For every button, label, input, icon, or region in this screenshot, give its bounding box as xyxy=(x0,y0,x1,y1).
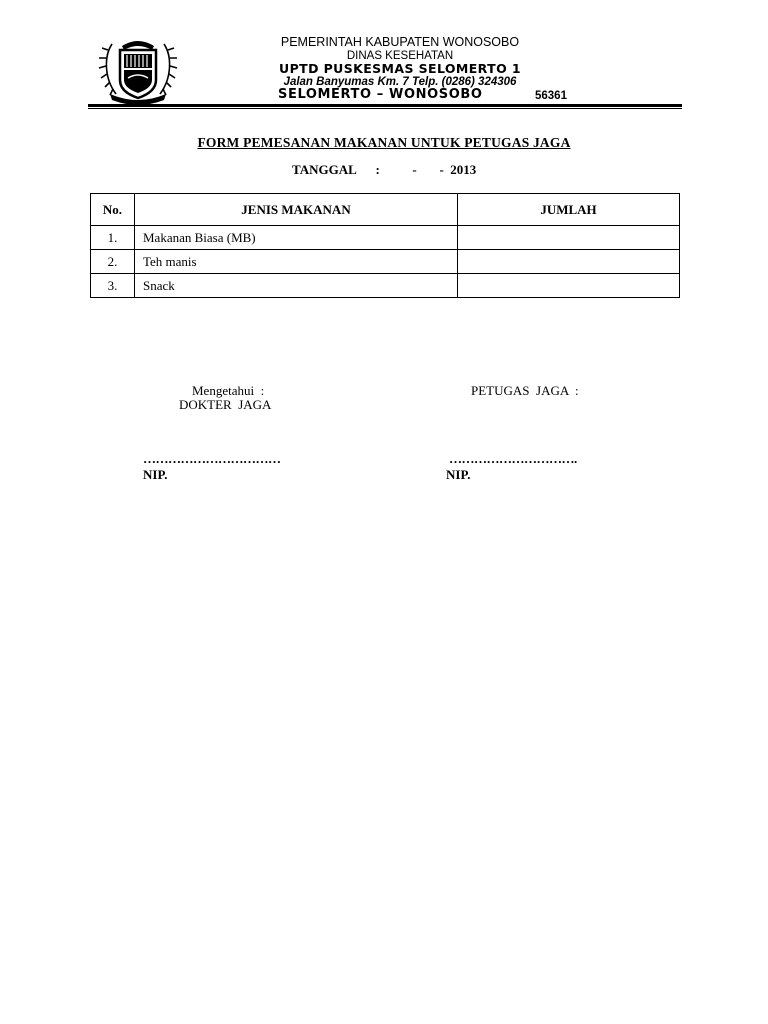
date-line: TANGGAL : - - 2013 xyxy=(292,162,477,177)
doctor-signature-line: …………………………… xyxy=(143,451,281,466)
order-table xyxy=(90,193,680,298)
column-header-quantity: JUMLAH xyxy=(458,194,680,226)
regency-emblem-icon xyxy=(98,36,178,104)
letterhead xyxy=(250,34,550,88)
row-number: 3. xyxy=(91,274,135,298)
table-header-row xyxy=(91,194,680,226)
row-food-type: Teh manis xyxy=(135,250,458,274)
row-food-type: Makanan Biasa (MB) xyxy=(135,226,458,250)
officer-signature-line: …………………………. xyxy=(449,451,577,466)
row-quantity-cell[interactable] xyxy=(458,226,680,250)
table-row xyxy=(91,250,680,274)
row-quantity-cell[interactable] xyxy=(458,274,680,298)
row-number: 1. xyxy=(91,226,135,250)
officer-nip-label: NIP. xyxy=(446,467,471,482)
officer-on-duty-label: PETUGAS JAGA : xyxy=(471,383,579,398)
table-row xyxy=(91,226,680,250)
row-quantity-cell[interactable] xyxy=(458,250,680,274)
letterhead-address: Jalan Banyumas Km. 7 Telp. (0286) 324306 xyxy=(283,75,517,88)
letterhead-city: SELOMERTO – WONOSOBO xyxy=(278,87,483,102)
form-title: FORM PEMESANAN MAKANAN UNTUK PETUGAS JAGA xyxy=(197,135,571,150)
letterhead-unit: UPTD PUSKESMAS SELOMERTO 1 xyxy=(279,61,521,76)
doctor-on-duty-label: DOKTER JAGA xyxy=(179,397,272,412)
row-food-type: Snack xyxy=(135,274,458,298)
row-number: 2. xyxy=(91,250,135,274)
column-header-no: No. xyxy=(91,194,135,226)
letterhead-government: PEMERINTAH KABUPATEN WONOSOBO xyxy=(280,35,520,49)
acknowledged-label: Mengetahui : xyxy=(192,383,265,398)
column-header-food-type: JENIS MAKANAN xyxy=(135,194,458,226)
letterhead-postal-code: 56361 xyxy=(535,90,567,102)
letterhead-department: DINAS KESEHATAN xyxy=(346,49,454,62)
table-row xyxy=(91,274,680,298)
doctor-nip-label: NIP. xyxy=(143,467,168,482)
letterhead-rule-thin xyxy=(88,108,682,109)
letterhead-rule-thick xyxy=(88,104,682,107)
